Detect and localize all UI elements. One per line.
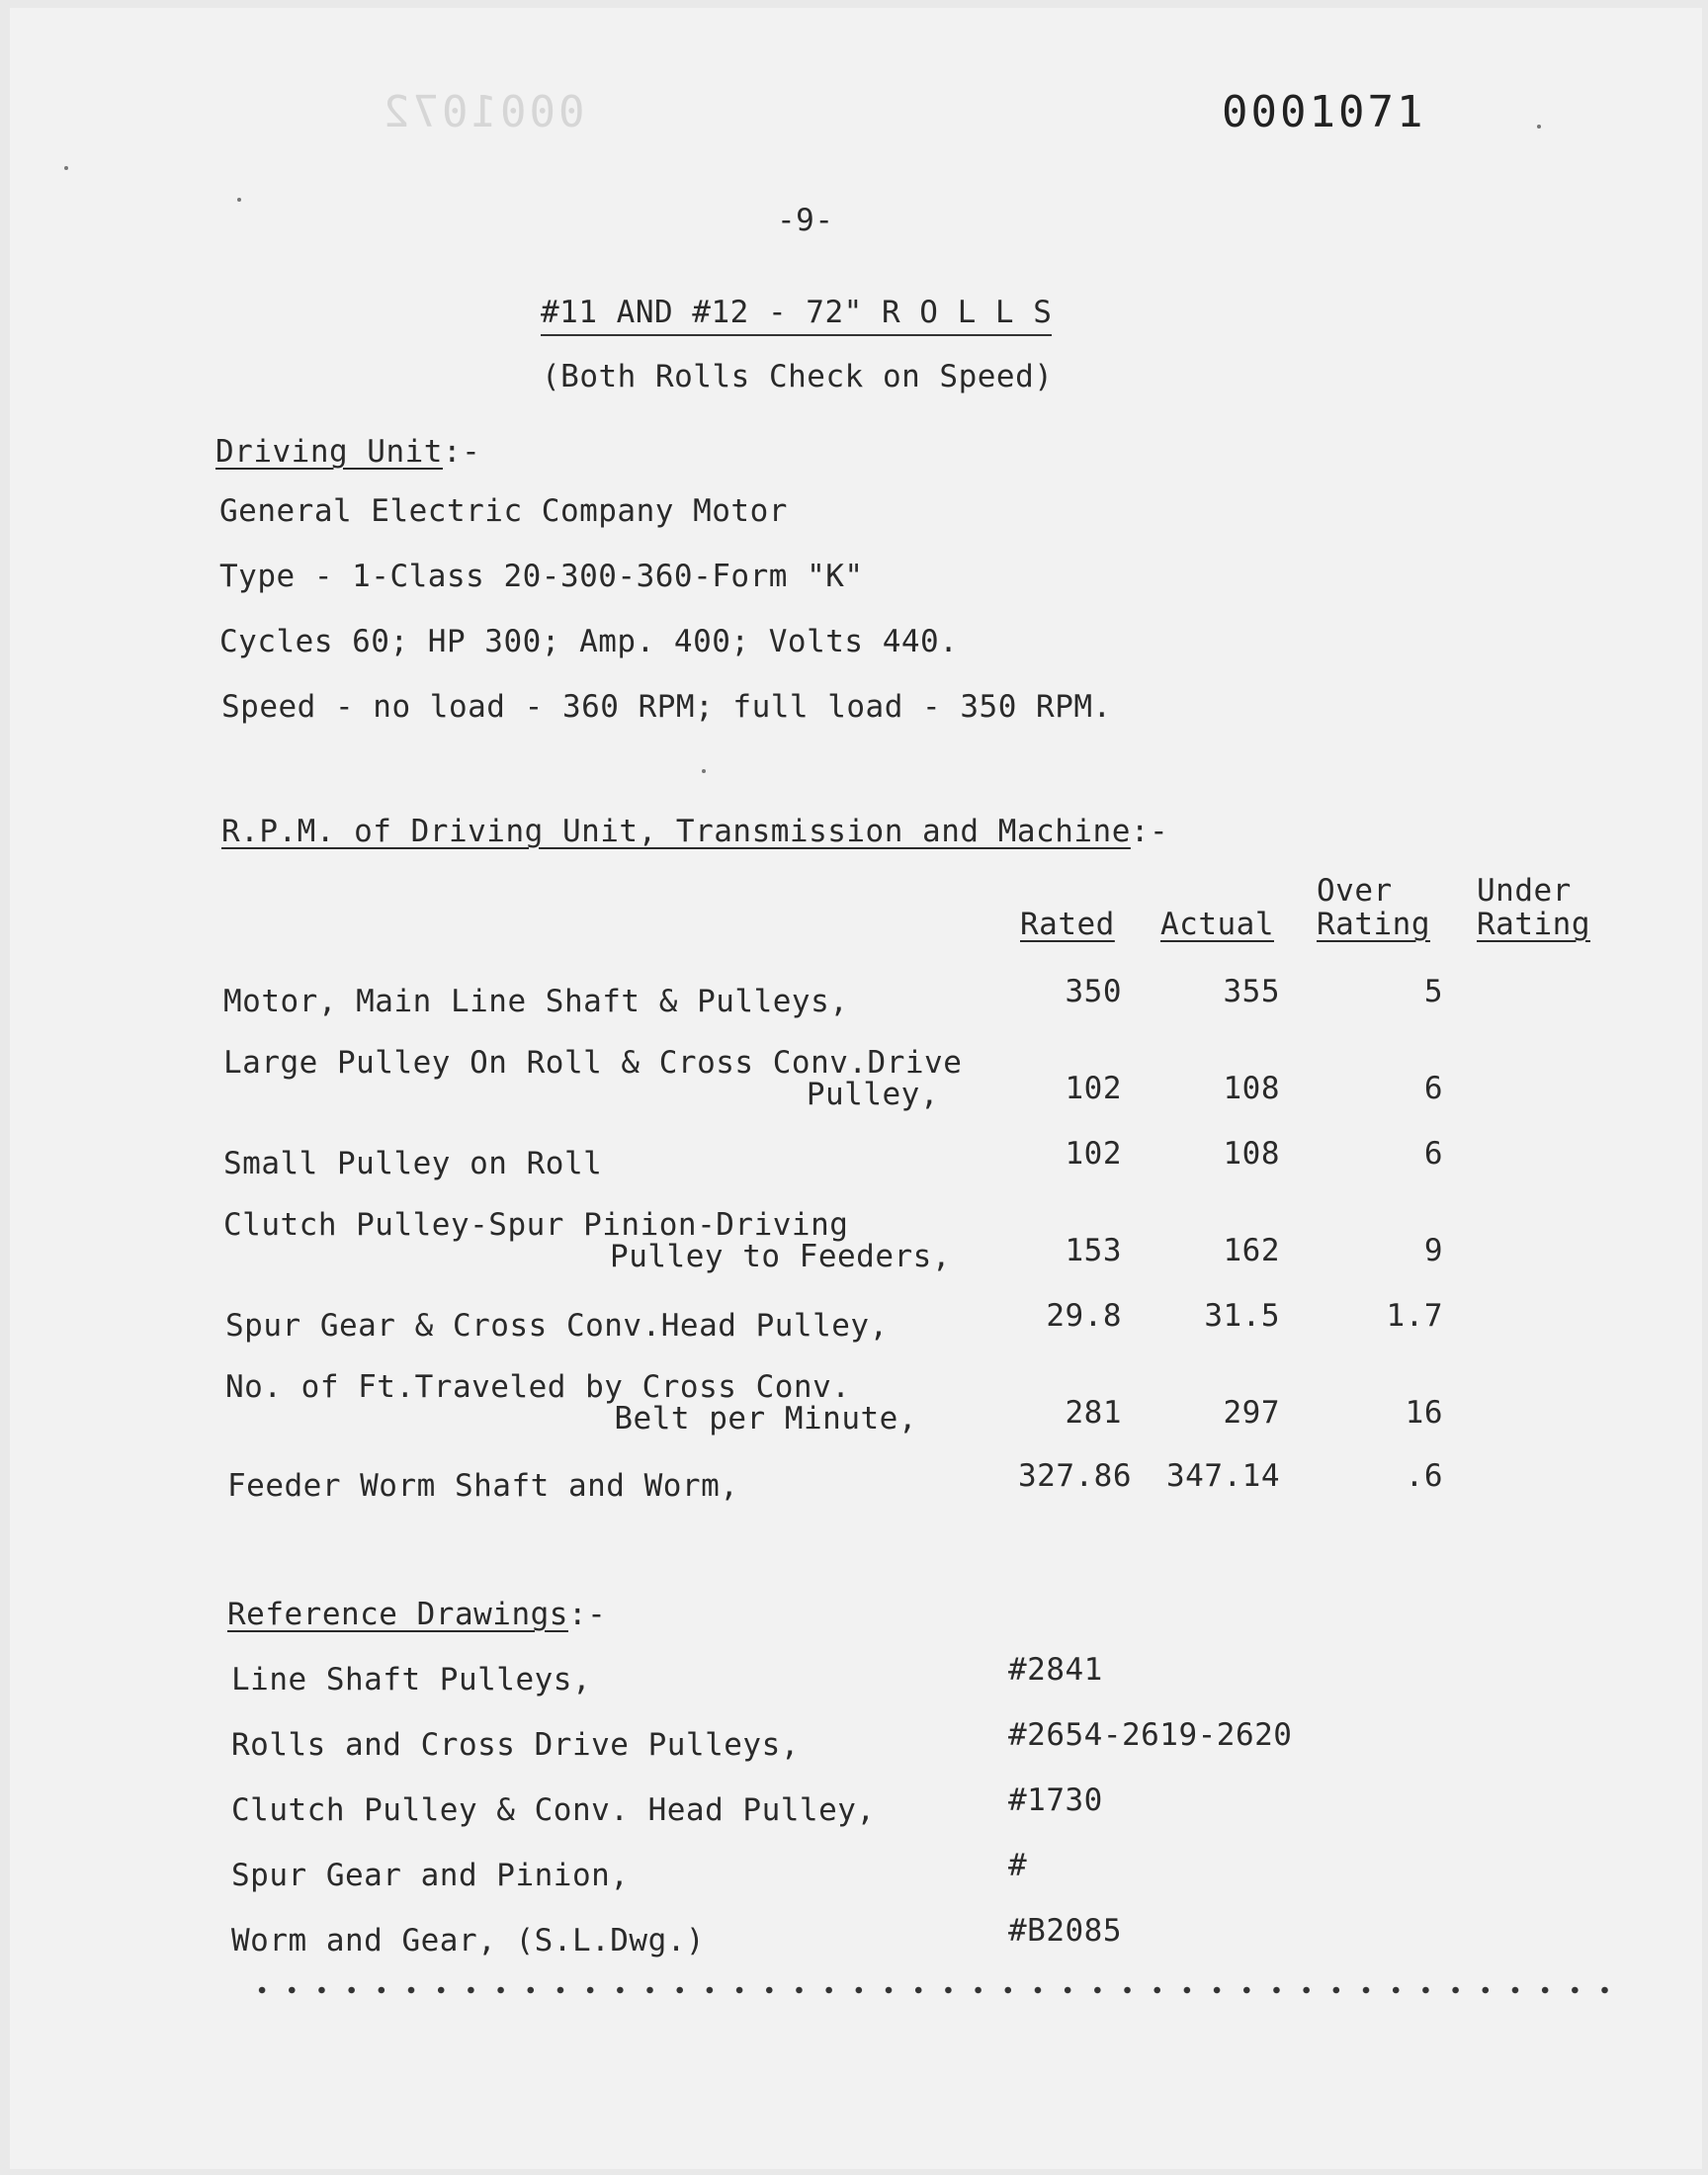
document-subtitle: (Both Rolls Check on Speed) (542, 359, 1054, 394)
heading-suffix: :- (567, 1597, 607, 1632)
rpm-row-label: Feeder Worm Shaft and Worm, (227, 1468, 739, 1504)
column-header-under-2: Rating (1477, 907, 1590, 942)
reference-number: #1730 (1008, 1783, 1103, 1818)
reference-drawings-heading (227, 1597, 607, 1632)
mirrored-document-number: 0001072 (381, 87, 585, 137)
rpm-row-actual: 162 (1223, 1233, 1280, 1268)
rpm-row-label: Large Pulley On Roll & Cross Conv.Drive (223, 1045, 963, 1081)
driving-unit-line: Speed - no load - 360 RPM; full load - 350 RPM. (221, 689, 1112, 725)
rpm-row-actual: 31.5 (1204, 1298, 1280, 1334)
driving-unit-line: General Electric Company Motor (219, 493, 788, 529)
rpm-row-label-continued: Belt per Minute, (614, 1401, 917, 1436)
rpm-section-heading (221, 814, 1169, 849)
reference-number: #2841 (1008, 1652, 1103, 1688)
document-title: #11 AND #12 - 72" R O L L S (541, 295, 1052, 336)
heading-suffix: :- (1130, 814, 1169, 849)
rpm-row-rated: 102 (1065, 1071, 1122, 1106)
rpm-row-rated: 153 (1065, 1233, 1122, 1268)
heading-suffix: :- (442, 434, 481, 470)
rpm-row-actual: 347.14 (1166, 1458, 1280, 1494)
column-header-actual: Actual (1160, 907, 1274, 942)
document-page (10, 8, 1702, 2169)
paper-speck (1537, 125, 1541, 129)
column-header-under-1: Under (1477, 873, 1572, 909)
rpm-row-over: 16 (1405, 1395, 1443, 1431)
rpm-row-label-continued: Pulley, (806, 1077, 939, 1112)
document-number: 0001071 (1222, 87, 1426, 137)
rpm-row-label: Spur Gear & Cross Conv.Head Pulley, (225, 1308, 889, 1344)
driving-unit-heading-text: Driving Unit (215, 434, 443, 470)
rpm-row-label: Motor, Main Line Shaft & Pulleys, (223, 984, 849, 1019)
rpm-row-rated: 102 (1065, 1136, 1122, 1172)
reference-drawings-heading-text: Reference Drawings (227, 1597, 568, 1632)
rpm-row-rated: 281 (1065, 1395, 1122, 1431)
rpm-row-over: 9 (1423, 1233, 1443, 1268)
page-number: -9- (777, 203, 834, 238)
rpm-row-label-continued: Pulley to Feeders, (610, 1239, 951, 1274)
reference-label: Clutch Pulley & Conv. Head Pulley, (231, 1792, 876, 1828)
rpm-section-heading-text: R.P.M. of Driving Unit, Transmission and Machine (221, 814, 1131, 849)
reference-number: #B2085 (1008, 1913, 1122, 1949)
rpm-row-over: 6 (1423, 1136, 1443, 1172)
dotted-separator-line (247, 1985, 1621, 1995)
column-header-rated: Rated (1020, 907, 1115, 942)
paper-speck (237, 198, 241, 202)
rpm-row-rated: 327.86 (1018, 1458, 1132, 1494)
driving-unit-line: Type - 1-Class 20-300-360-Form "K" (219, 559, 864, 594)
reference-label: Worm and Gear, (S.L.Dwg.) (231, 1923, 706, 1958)
rpm-row-over: 1.7 (1386, 1298, 1443, 1334)
rpm-row-actual: 108 (1223, 1071, 1280, 1106)
column-header-over-2: Rating (1317, 907, 1430, 942)
driving-unit-line: Cycles 60; HP 300; Amp. 400; Volts 440. (219, 624, 959, 659)
rpm-row-actual: 355 (1223, 974, 1280, 1009)
reference-number: #2654-2619-2620 (1008, 1717, 1293, 1753)
rpm-row-over: 6 (1423, 1071, 1443, 1106)
rpm-row-actual: 108 (1223, 1136, 1280, 1172)
rpm-row-label: Clutch Pulley-Spur Pinion-Driving (223, 1207, 849, 1243)
paper-speck (702, 769, 706, 773)
reference-label: Line Shaft Pulleys, (231, 1662, 592, 1697)
rpm-row-rated: 350 (1065, 974, 1122, 1009)
rpm-row-label: Small Pulley on Roll (223, 1146, 603, 1181)
column-header-over-1: Over (1317, 873, 1393, 909)
reference-label: Spur Gear and Pinion, (231, 1858, 630, 1893)
rpm-row-actual: 297 (1223, 1395, 1280, 1431)
rpm-row-over: .6 (1405, 1458, 1443, 1494)
reference-number: # (1008, 1848, 1028, 1883)
rpm-row-rated: 29.8 (1046, 1298, 1122, 1334)
driving-unit-heading (215, 434, 481, 470)
reference-label: Rolls and Cross Drive Pulleys, (231, 1727, 800, 1763)
paper-speck (64, 166, 68, 170)
rpm-row-label: No. of Ft.Traveled by Cross Conv. (225, 1369, 851, 1405)
rpm-row-over: 5 (1423, 974, 1443, 1009)
